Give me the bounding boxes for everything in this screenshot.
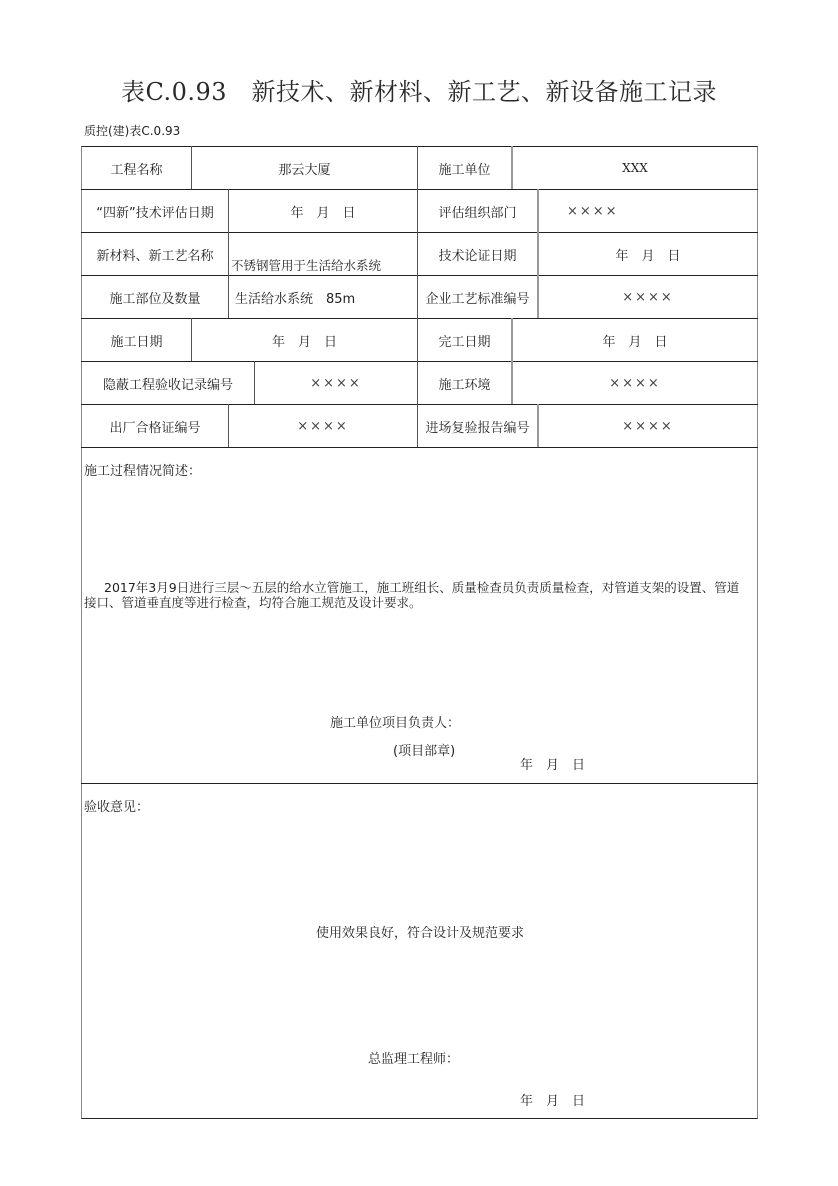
process-sign-date: 年 月 日 [520, 758, 586, 773]
label-factory-certificate-number: 出厂合格证编号 [109, 420, 201, 436]
label-material-process-name: 新材料、新工艺名称 [96, 248, 214, 264]
label-concealed-work-record-number: 隐蔽工程验收记录编号 [102, 377, 233, 393]
row-divider [81, 447, 758, 448]
value-four-new-eval-date: 年 月 日 [290, 205, 356, 221]
label-enterprise-standard-number: 企业工艺标准编号 [425, 291, 530, 307]
label-construction-unit: 施工单位 [438, 162, 491, 178]
document-title: 表C.0.93 新技术、新材料、新工艺、新设备施工记录 [120, 78, 718, 106]
label-completion-date: 完工日期 [438, 334, 491, 350]
process-heading: 施工过程情况简述： [84, 464, 202, 479]
label-tech-demonstration-date: 技术论证日期 [438, 248, 517, 264]
value-eval-department: ×××× [567, 203, 619, 219]
value-construction-unit: XXX [622, 161, 648, 175]
value-construction-date: 年 月 日 [271, 334, 337, 350]
section-divider [81, 783, 758, 784]
value-construction-environment: ×××× [609, 375, 661, 391]
value-completion-date: 年 月 日 [602, 334, 668, 350]
form-code: 质控(建)表C.0.93 [84, 124, 181, 138]
value-construction-location-quantity: 生活给水系统 85m [235, 291, 356, 307]
acceptance-sign-date: 年 月 日 [520, 1094, 586, 1109]
label-eval-department: 评估组织部门 [438, 205, 517, 221]
chief-supervisor-label: 总监理工程师： [368, 1052, 460, 1067]
label-construction-location-quantity: 施工部位及数量 [109, 291, 201, 307]
responsible-person-label: 施工单位项目负责人： [330, 716, 461, 731]
value-enterprise-standard-number: ×××× [622, 289, 674, 305]
label-reinspection-report-number: 进场复验报告编号 [425, 420, 530, 436]
project-seal-label: (项目部章) [393, 744, 456, 759]
value-tech-demonstration-date: 年 月 日 [615, 248, 681, 264]
value-factory-certificate-number: ×××× [297, 418, 349, 434]
label-four-new-eval-date: “四新”技术评估日期 [96, 205, 214, 221]
label-project-name: 工程名称 [110, 162, 163, 178]
value-reinspection-report-number: ×××× [622, 418, 674, 434]
value-material-process-name: 不锈钢管用于生活给水系统 [231, 258, 382, 273]
process-description: 2017年3月9日进行三层～五层的给水立管施工，施工班组长、质量检查员负责质量检查，对管道支架的设置、管道接口、管道垂直度等进行检查，均符合施工规范及设计要求。 [84, 580, 740, 610]
value-concealed-work-record-number: ×××× [310, 375, 362, 391]
acceptance-opinion: 使用效果良好，符合设计及规范要求 [316, 926, 525, 941]
label-construction-environment: 施工环境 [438, 377, 491, 393]
acceptance-heading: 验收意见： [84, 800, 150, 815]
label-construction-date: 施工日期 [110, 334, 163, 350]
value-project-name: 那云大厦 [278, 162, 331, 178]
